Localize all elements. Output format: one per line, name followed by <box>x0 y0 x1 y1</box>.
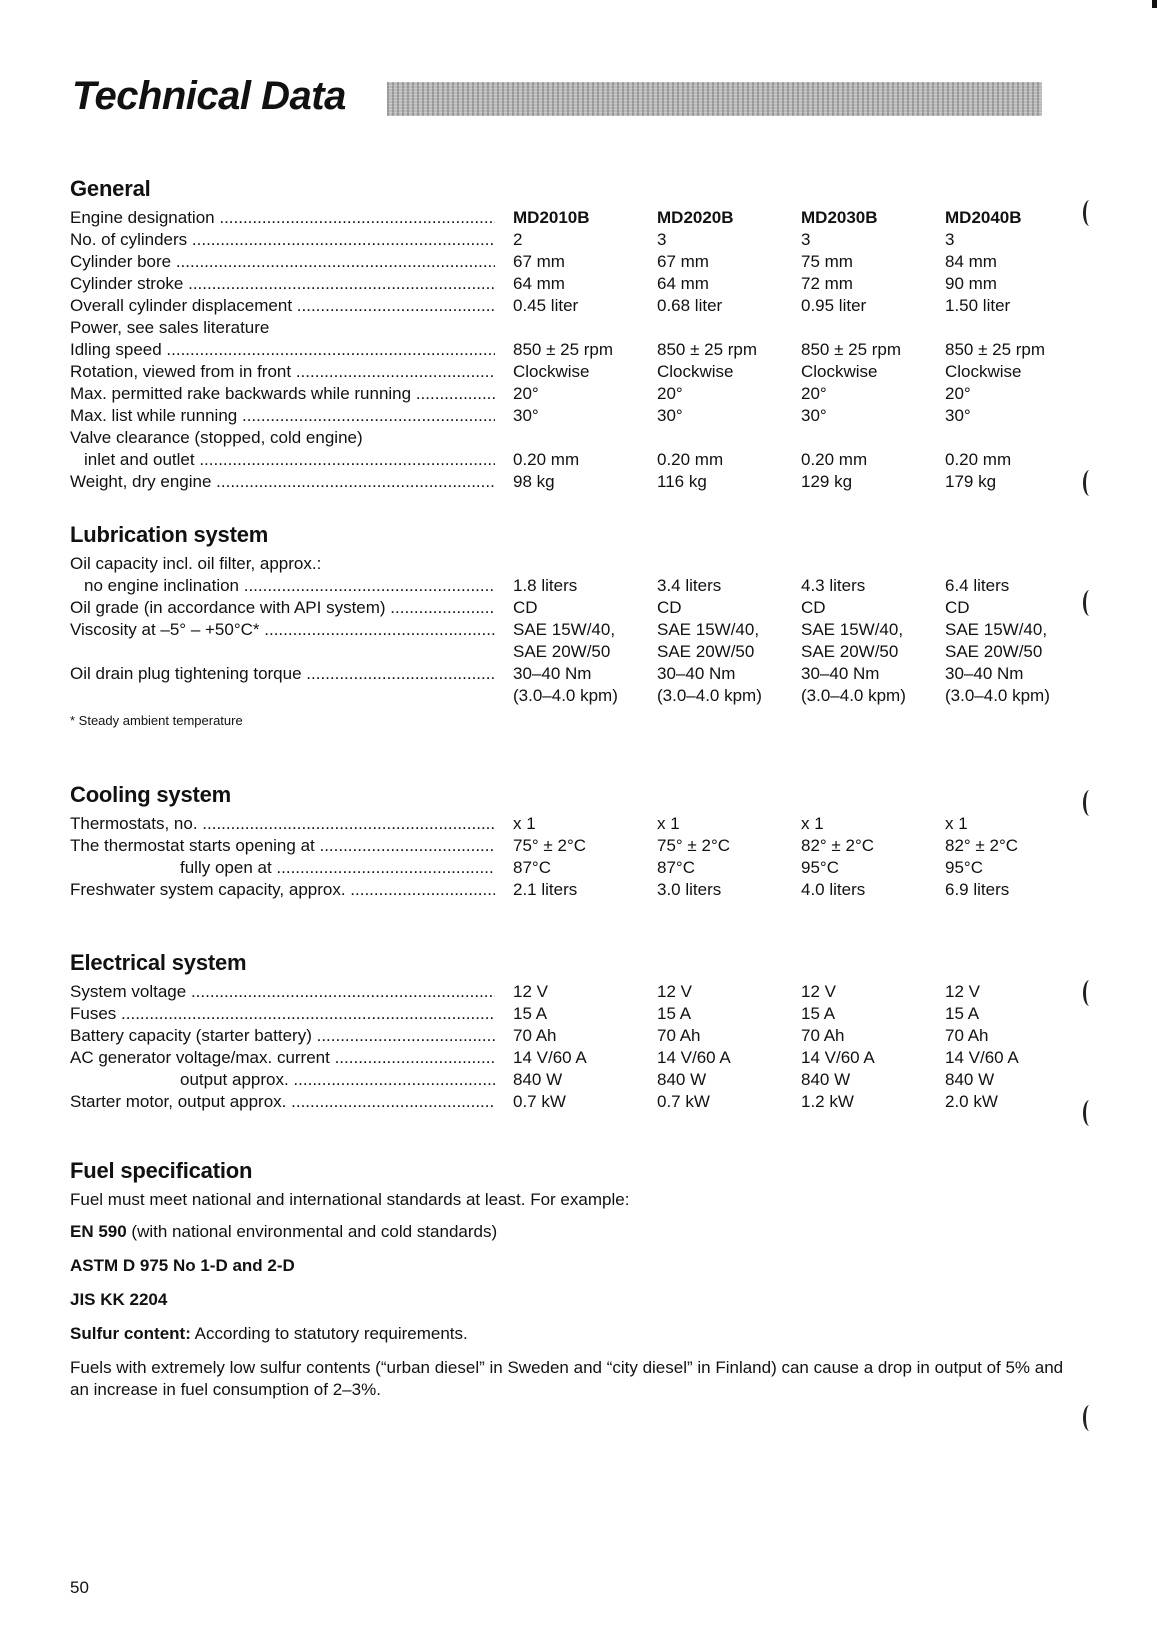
spec-value-md2040b: MD2040B <box>945 208 1022 227</box>
spec-value-md2020b: 0.7 kW <box>657 1092 710 1111</box>
spec-value-md2020b: 14 V/60 A <box>657 1048 731 1067</box>
spec-value-md2010b: 87°C <box>513 858 551 877</box>
spec-value-md2020b: 20° <box>657 384 683 403</box>
spec-value-md2020b: 87°C <box>657 858 695 877</box>
spec-value-md2020b: 0.20 mm <box>657 450 724 469</box>
spec-value-md2010b: 30° <box>513 406 539 425</box>
spec-value-md2040b: 30–40 Nm <box>945 664 1024 683</box>
spec-value-md2040b: 850 ± 25 rpm <box>945 340 1046 359</box>
spec-value-md2010b: 64 mm <box>513 274 565 293</box>
spec-row <box>70 207 1070 229</box>
fuel-en590-text: (with national environmental and cold standards) <box>126 1222 498 1241</box>
spec-value-md2010b: 0.7 kW <box>513 1092 566 1111</box>
spec-row <box>70 641 1070 663</box>
spec-value-md2030b: 82° ± 2°C <box>801 836 875 855</box>
page-title: Technical Data <box>72 74 346 118</box>
section-heading: Electrical system <box>70 950 247 975</box>
spec-value-md2030b: 3 <box>801 230 811 249</box>
spec-value-md2010b: 0.45 liter <box>513 296 579 315</box>
spec-value-md2030b: 15 A <box>801 1004 836 1023</box>
spec-row <box>70 317 1070 339</box>
spec-label: Viscosity at –5° – +50°C* ..... <box>70 619 495 641</box>
spec-label: Idling speed ..... <box>70 339 495 361</box>
spec-value-md2010b: (3.0–4.0 kpm) <box>513 686 618 705</box>
spec-value-md2010b: SAE 20W/50 <box>513 642 611 661</box>
spec-value-md2020b: 30–40 Nm <box>657 664 736 683</box>
spec-value-md2020b: MD2020B <box>657 208 734 227</box>
spec-row <box>70 1069 1070 1091</box>
spec-value-md2010b: 1.8 liters <box>513 576 578 595</box>
spec-value-md2030b: 70 Ah <box>801 1026 845 1045</box>
spec-label: Cylinder stroke ..... <box>70 273 495 295</box>
spec-label: AC generator voltage/max. current ..... <box>70 1047 495 1069</box>
punch-hole-mark <box>1083 200 1096 226</box>
spec-label: The thermostat starts opening at ..... <box>70 835 495 857</box>
spec-label: fully open at ..... <box>70 857 495 879</box>
fuel-note: Fuels with extremely low sulfur contents (“urban diesel” in Sweden and “city diesel” in Finland) can cause a drop in output of 5% and an increase in fuel consumption of 2–3%. <box>70 1358 1064 1399</box>
spec-value-md2040b: 20° <box>945 384 971 403</box>
spec-label: no engine inclination ..... <box>70 575 495 597</box>
page-number: 50 <box>70 1578 89 1597</box>
fuel-astm: ASTM D 975 No 1-D and 2-D <box>70 1256 295 1275</box>
section-fuel <box>70 1158 1080 1413</box>
spec-label: Weight, dry engine ..... <box>70 471 495 493</box>
spec-value-md2040b: x 1 <box>945 814 968 833</box>
spec-value-md2020b: SAE 15W/40, <box>657 620 760 639</box>
spec-value-md2030b: SAE 20W/50 <box>801 642 899 661</box>
section-heading: Lubrication system <box>70 522 269 547</box>
spec-value-md2030b: CD <box>801 598 826 617</box>
spec-value-md2020b: 12 V <box>657 982 692 1001</box>
spec-value-md2020b: x 1 <box>657 814 680 833</box>
spec-value-md2010b: x 1 <box>513 814 536 833</box>
spec-row <box>70 251 1070 273</box>
spec-value-md2020b: 30° <box>657 406 683 425</box>
spec-value-md2020b: 840 W <box>657 1070 707 1089</box>
spec-value-md2040b: SAE 20W/50 <box>945 642 1043 661</box>
spec-label: Cylinder bore ..... <box>70 251 495 273</box>
spec-value-md2030b: 850 ± 25 rpm <box>801 340 902 359</box>
spec-value-md2010b: CD <box>513 598 538 617</box>
spec-row <box>70 405 1070 427</box>
spec-value-md2030b: x 1 <box>801 814 824 833</box>
spec-value-md2010b: Clockwise <box>513 362 590 381</box>
spec-value-md2040b: CD <box>945 598 970 617</box>
spec-value-md2030b: 129 kg <box>801 472 853 491</box>
spec-value-md2040b: 12 V <box>945 982 980 1001</box>
section-electrical <box>70 950 1070 1113</box>
spec-value-md2010b: 2.1 liters <box>513 880 578 899</box>
spec-row <box>70 1091 1070 1113</box>
spec-value-md2010b: MD2010B <box>513 208 590 227</box>
spec-value-md2030b: 4.0 liters <box>801 880 866 899</box>
spec-value-md2030b: 30° <box>801 406 827 425</box>
title-header <box>72 74 1042 130</box>
spec-value-md2040b: 15 A <box>945 1004 980 1023</box>
spec-value-md2030b: MD2030B <box>801 208 878 227</box>
spec-value-md2020b: Clockwise <box>657 362 734 381</box>
spec-row <box>70 229 1070 251</box>
spec-value-md2020b: 75° ± 2°C <box>657 836 731 855</box>
punch-hole-mark <box>1083 1405 1096 1431</box>
spec-row <box>70 1003 1070 1025</box>
spec-row <box>70 383 1070 405</box>
punch-hole-mark <box>1083 790 1096 816</box>
section-heading: General <box>70 176 151 201</box>
spec-value-md2040b: 6.4 liters <box>945 576 1010 595</box>
spec-label: Oil drain plug tightening torque ..... <box>70 663 495 685</box>
spec-row <box>70 295 1070 317</box>
section-lubrication <box>70 522 1070 728</box>
spec-label: Overall cylinder displacement ..... <box>70 295 495 317</box>
spec-value-md2010b: 14 V/60 A <box>513 1048 587 1067</box>
spec-label: output approx. ..... <box>70 1069 495 1091</box>
spec-value-md2020b: 850 ± 25 rpm <box>657 340 758 359</box>
spec-value-md2040b: 14 V/60 A <box>945 1048 1019 1067</box>
spec-value-md2040b: 82° ± 2°C <box>945 836 1019 855</box>
fuel-sulfur-label: Sulfur content: <box>70 1324 191 1343</box>
spec-label: Engine designation ..... <box>70 207 495 229</box>
spec-value-md2030b: 72 mm <box>801 274 853 293</box>
spec-value-md2030b: 20° <box>801 384 827 403</box>
spec-value-md2020b: 70 Ah <box>657 1026 701 1045</box>
electrical-rows <box>70 981 1070 1113</box>
spec-label: Oil grade (in accordance with API system) ..... <box>70 597 495 619</box>
spec-row <box>70 813 1070 835</box>
spec-label: Oil capacity incl. oil filter, approx.: <box>70 554 322 573</box>
spec-value-md2010b: 2 <box>513 230 523 249</box>
punch-hole-mark <box>1083 1100 1096 1126</box>
spec-row <box>70 339 1070 361</box>
spec-value-md2030b: 12 V <box>801 982 836 1001</box>
spec-value-md2040b: 3 <box>945 230 955 249</box>
spec-value-md2040b: 6.9 liters <box>945 880 1010 899</box>
spec-row <box>70 879 1070 901</box>
spec-label: Battery capacity (starter battery) ..... <box>70 1025 495 1047</box>
spec-value-md2040b: 70 Ah <box>945 1026 989 1045</box>
fuel-intro: Fuel must meet national and international standards at least. For example: <box>70 1190 630 1209</box>
section-heading: Fuel specification <box>70 1158 253 1183</box>
spec-value-md2040b: 30° <box>945 406 971 425</box>
spec-value-md2040b: 840 W <box>945 1070 995 1089</box>
spec-value-md2010b: SAE 15W/40, <box>513 620 616 639</box>
spec-value-md2030b: 0.20 mm <box>801 450 868 469</box>
spec-label: Fuses ..... <box>70 1003 495 1025</box>
spec-row <box>70 663 1070 685</box>
spec-label: System voltage ..... <box>70 981 495 1003</box>
spec-value-md2020b: CD <box>657 598 682 617</box>
spec-label: Thermostats, no. ..... <box>70 813 495 835</box>
lubrication-rows <box>70 553 1070 707</box>
spec-row <box>70 471 1070 493</box>
spec-value-md2030b: 95°C <box>801 858 839 877</box>
spec-value-md2020b: SAE 20W/50 <box>657 642 755 661</box>
spec-value-md2040b: 84 mm <box>945 252 997 271</box>
spec-value-md2020b: 116 kg <box>657 472 707 491</box>
spec-value-md2020b: 0.68 liter <box>657 296 723 315</box>
punch-hole-mark <box>1083 980 1096 1006</box>
spec-value-md2020b: 3 <box>657 230 667 249</box>
spec-value-md2040b: SAE 15W/40, <box>945 620 1048 639</box>
spec-row <box>70 835 1070 857</box>
spec-value-md2030b: 0.95 liter <box>801 296 867 315</box>
section-heading: Cooling system <box>70 782 232 807</box>
spec-value-md2040b: Clockwise <box>945 362 1022 381</box>
spec-label: Max. list while running ..... <box>70 405 495 427</box>
fuel-jis: JIS KK 2204 <box>70 1290 168 1309</box>
spec-row <box>70 981 1070 1003</box>
punch-hole-mark <box>1083 590 1096 616</box>
punch-hole-mark <box>1083 470 1096 496</box>
spec-row <box>70 273 1070 295</box>
spec-value-md2010b: 850 ± 25 rpm <box>513 340 614 359</box>
spec-value-md2010b: 0.20 mm <box>513 450 580 469</box>
spec-value-md2040b: 90 mm <box>945 274 997 293</box>
spec-row <box>70 361 1070 383</box>
spec-value-md2020b: 3.4 liters <box>657 576 722 595</box>
spec-value-md2040b: 179 kg <box>945 472 997 491</box>
spec-label: Valve clearance (stopped, cold engine) <box>70 428 363 447</box>
spec-label: Max. permitted rake backwards while running ..... <box>70 383 495 405</box>
spec-label: Freshwater system capacity, approx. ..... <box>70 879 495 901</box>
spec-value-md2010b: 67 mm <box>513 252 565 271</box>
spec-value-md2020b: 15 A <box>657 1004 692 1023</box>
title-decorative-bar <box>387 82 1042 116</box>
scan-corner-mark <box>1152 0 1157 8</box>
spec-value-md2030b: 30–40 Nm <box>801 664 880 683</box>
spec-row <box>70 427 1070 449</box>
section-cooling <box>70 782 1070 901</box>
spec-value-md2040b: 1.50 liter <box>945 296 1011 315</box>
spec-value-md2020b: 64 mm <box>657 274 709 293</box>
spec-row <box>70 619 1070 641</box>
spec-value-md2030b: 4.3 liters <box>801 576 866 595</box>
spec-row <box>70 575 1070 597</box>
spec-value-md2020b: 3.0 liters <box>657 880 722 899</box>
spec-value-md2030b: 840 W <box>801 1070 851 1089</box>
spec-label: Power, see sales literature <box>70 318 270 337</box>
spec-row <box>70 685 1070 707</box>
cooling-rows <box>70 813 1070 901</box>
fuel-en590 <box>70 1221 1080 1243</box>
fuel-sulfur-text: According to statutory requirements. <box>190 1324 468 1343</box>
spec-value-md2040b: 95°C <box>945 858 983 877</box>
spec-row <box>70 449 1070 471</box>
spec-row <box>70 553 1070 575</box>
spec-value-md2010b: 840 W <box>513 1070 563 1089</box>
spec-value-md2010b: 75° ± 2°C <box>513 836 587 855</box>
spec-value-md2030b: 14 V/60 A <box>801 1048 875 1067</box>
general-rows <box>70 207 1070 493</box>
spec-value-md2010b: 70 Ah <box>513 1026 557 1045</box>
spec-row <box>70 1047 1070 1069</box>
spec-value-md2010b: 30–40 Nm <box>513 664 592 683</box>
spec-value-md2040b: 2.0 kW <box>945 1092 998 1111</box>
spec-value-md2010b: 12 V <box>513 982 548 1001</box>
spec-value-md2020b: 67 mm <box>657 252 709 271</box>
fuel-en590-code: EN 590 <box>70 1222 127 1241</box>
footnote: * Steady ambient temperature <box>70 713 243 728</box>
spec-label: No. of cylinders ..... <box>70 229 495 251</box>
section-general <box>70 176 1070 493</box>
spec-value-md2030b: 1.2 kW <box>801 1092 854 1111</box>
spec-value-md2030b: Clockwise <box>801 362 878 381</box>
spec-value-md2010b: 98 kg <box>513 472 555 491</box>
spec-value-md2040b: (3.0–4.0 kpm) <box>945 686 1050 705</box>
spec-row <box>70 597 1070 619</box>
spec-value-md2010b: 20° <box>513 384 539 403</box>
spec-row <box>70 1025 1070 1047</box>
spec-label: inlet and outlet ..... <box>70 449 495 471</box>
spec-label: Rotation, viewed from in front ..... <box>70 361 495 383</box>
spec-value-md2030b: 75 mm <box>801 252 853 271</box>
spec-value-md2040b: 0.20 mm <box>945 450 1012 469</box>
spec-value-md2030b: (3.0–4.0 kpm) <box>801 686 906 705</box>
fuel-sulfur <box>70 1323 1080 1345</box>
spec-label: Starter motor, output approx. ..... <box>70 1091 495 1113</box>
spec-value-md2030b: SAE 15W/40, <box>801 620 904 639</box>
spec-row <box>70 857 1070 879</box>
spec-value-md2010b: 15 A <box>513 1004 548 1023</box>
spec-value-md2020b: (3.0–4.0 kpm) <box>657 686 762 705</box>
